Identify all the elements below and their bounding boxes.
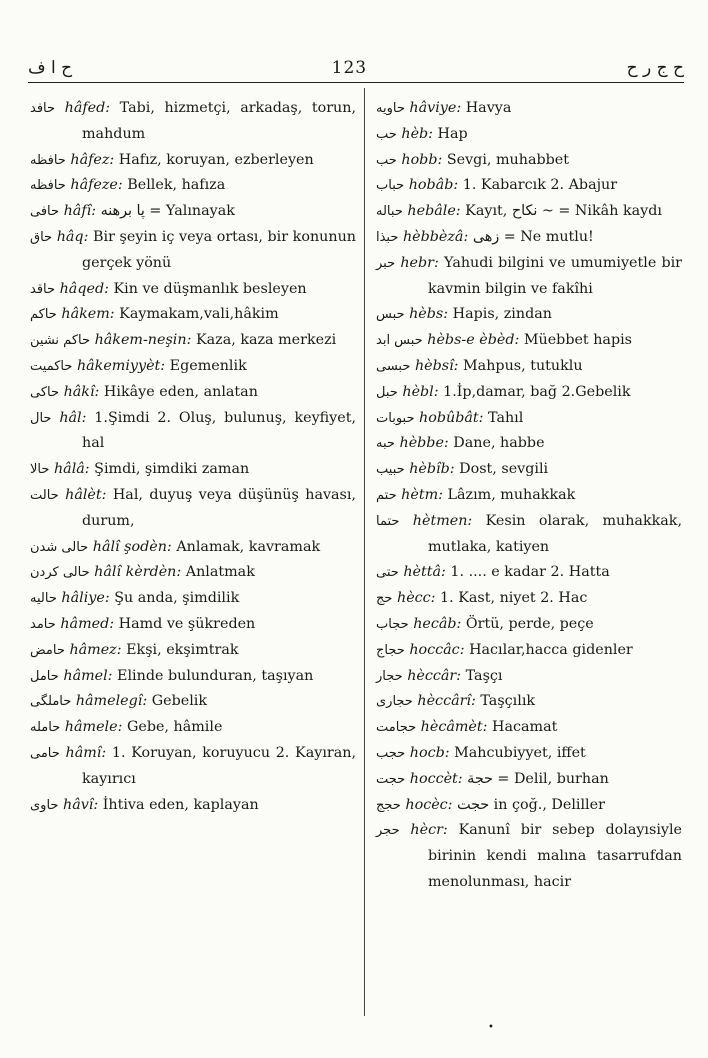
entry-arabic: حالت (30, 487, 59, 503)
dictionary-entry (376, 328, 682, 354)
entry-definition: Taşçı (465, 667, 503, 684)
entry-arabic: حجارى (376, 694, 413, 710)
dictionary-entry (376, 767, 682, 793)
entry-arabic: حتى (376, 565, 399, 581)
entry-arabic: حجت (376, 771, 406, 787)
dictionary-entry (376, 483, 682, 509)
dictionary-entry (376, 818, 682, 895)
entry-headword: hèccâr: (407, 667, 462, 684)
entry-arabic: حاليه (30, 591, 57, 607)
entry-arabic: حامله (30, 720, 61, 736)
dictionary-entry (30, 96, 356, 148)
entry-definition: Mahpus, tutuklu (463, 357, 583, 374)
entry-definition: Kesin olarak, muhakkak, mutlaka, katiyen (428, 512, 683, 555)
entry-definition: 1. .... e kadar 2. Hatta (450, 564, 610, 581)
left-column (30, 96, 356, 818)
entry-definition: Tabi, hizmetçi, arkadaş, torun, mahdum (82, 100, 357, 142)
entry-arabic: حتم (376, 487, 397, 503)
entry-definition: Kaza, kaza merkezi (195, 332, 337, 349)
entry-arabic: حافظه (30, 152, 66, 168)
dictionary-entry (376, 664, 682, 690)
entry-definition: Gebe, hâmile (126, 719, 223, 736)
dictionary-entry (376, 793, 682, 819)
entry-headword: hèttâ: (403, 564, 446, 581)
entry-arabic: حامض (30, 642, 65, 658)
entry-definition: Bellek, hafıza (127, 177, 226, 194)
entry-arabic: حالى كردن (30, 565, 90, 581)
entry-definition: Gebelik (151, 693, 208, 710)
entry-arabic: حباب (376, 178, 405, 194)
entry-headword: hèbs: (409, 306, 449, 323)
entry-definition: Yahudi bilgini ve umumiyetle bir kavmin bilgin ve fakîhi (428, 254, 683, 297)
page-mark: • (488, 1022, 494, 1033)
entry-definition: حجة = Delil, burhan (467, 770, 609, 787)
entry-headword: hèb: (401, 125, 433, 142)
entry-definition: Ekşi, ekşimtrak (126, 641, 239, 658)
dictionary-entry (376, 251, 682, 303)
entry-arabic: حبر (376, 255, 396, 271)
entry-definition: پا برهنه = Yalınayak (100, 203, 235, 220)
entry-definition: Hamd ve şükreden (118, 615, 256, 632)
entry-arabic: حاكميت (30, 358, 73, 374)
dictionary-entry (30, 612, 356, 638)
entry-arabic: حالى شدن (30, 539, 89, 555)
right-column (376, 96, 682, 896)
entry-headword: hèccârî: (417, 693, 476, 710)
entry-headword: hocb: (409, 744, 450, 761)
entry-definition: Kayıt, نكاح ~ = Nikâh kaydı (465, 203, 662, 220)
entry-headword: hèbsî: (414, 357, 459, 374)
entry-definition: Hikâye eden, anlatan (103, 383, 258, 400)
entry-definition: İhtiva eden, kaplayan (102, 796, 259, 813)
dictionary-entry (30, 741, 356, 793)
entry-arabic: حب (376, 152, 397, 168)
entry-headword: hècr: (410, 822, 448, 839)
entry-definition: Hacılar,hacca gidenler (469, 641, 633, 658)
dictionary-entry (30, 689, 356, 715)
entry-definition: Havya (465, 100, 512, 116)
entry-arabic: حافد (30, 101, 56, 116)
entry-arabic: حامل (30, 668, 59, 684)
dictionary-entry (376, 302, 682, 328)
entry-definition: 1.Şimdi 2. Oluş, bulunuş, keyfiyet, hal (82, 409, 357, 452)
entry-headword: hètmen: (412, 512, 473, 529)
entry-headword: hâfeze: (70, 177, 123, 194)
entry-definition: Şimdi, şimdiki zaman (94, 461, 250, 478)
entry-headword: hâq: (56, 228, 89, 245)
entry-headword: hâviye: (409, 100, 462, 116)
entry-definition: Lâzım, muhakkak (447, 486, 576, 503)
dictionary-entry (376, 225, 682, 251)
dictionary-entry (376, 96, 682, 122)
entry-arabic: حبسى (376, 358, 411, 374)
entry-definition: 1. Koruyan, koruyucu 2. Kayıran, kayırıcı (82, 744, 357, 787)
entry-arabic: حافى (30, 204, 60, 220)
entry-arabic: حج (376, 591, 393, 607)
entry-arabic: حاقد (30, 281, 56, 297)
dictionary-entry (30, 664, 356, 690)
dictionary-entry (30, 173, 356, 199)
entry-definition: Hal, duyuş veya düşünüş havası, durum, (82, 486, 357, 529)
entry-headword: hèbbe: (399, 435, 449, 452)
entry-headword: hâlî kèrdèn: (94, 564, 182, 581)
entry-definition: Elinde bulunduran, taşıyan (117, 667, 314, 684)
entry-headword: hâlâ: (53, 461, 90, 478)
dictionary-entry (376, 173, 682, 199)
entry-arabic: حبذا (376, 229, 399, 245)
entry-definition: Taşçılık (480, 693, 536, 710)
entry-arabic: حتما (376, 513, 400, 529)
entry-definition: Sevgi, muhabbet (446, 151, 569, 168)
entry-definition: Kanunî bir sebep dolayısiyle birinin kendi malına tasarrufdan menolunması, hacir (428, 822, 683, 890)
entry-arabic: حبل (376, 384, 398, 400)
dictionary-entry (30, 715, 356, 741)
page-header (28, 54, 684, 83)
entry-arabic: حجامت (376, 720, 417, 736)
entry-headword: hâkî: (63, 383, 100, 400)
entry-headword: hebr: (400, 254, 439, 271)
entry-arabic: حافظه (30, 178, 66, 194)
entry-headword: hècc: (396, 590, 436, 607)
dictionary-entry (30, 483, 356, 535)
dictionary-entry (30, 302, 356, 328)
entry-arabic: حاكى (30, 384, 60, 400)
entry-arabic: حبه (376, 436, 395, 452)
entry-definition: Anlatmak (185, 564, 255, 581)
entry-definition: Kin ve düşmanlık besleyen (113, 280, 307, 297)
entry-definition: Şu anda, şimdilik (114, 590, 240, 607)
dictionary-entry (30, 638, 356, 664)
dictionary-entry (376, 148, 682, 174)
dictionary-entry (30, 199, 356, 225)
entry-definition: Egemenlik (169, 357, 247, 374)
entry-headword: hâliye: (61, 590, 110, 607)
entry-headword: hâlèt: (65, 486, 107, 503)
entry-headword: hoccèt: (409, 770, 463, 787)
dictionary-entry (376, 638, 682, 664)
entry-arabic: حاملگى (30, 694, 72, 710)
page-number: 123 (331, 58, 368, 78)
dictionary-entry (30, 148, 356, 174)
dictionary-entry (376, 457, 682, 483)
entry-headword: hâfez: (70, 151, 115, 168)
entry-definition: Hap (437, 125, 468, 142)
entry-headword: hâmelegî: (75, 693, 148, 710)
entry-arabic: حبس ابد (376, 333, 423, 349)
dictionary-entry (376, 406, 682, 432)
entry-arabic: حجر (376, 823, 400, 839)
entry-arabic: حجاج (376, 642, 405, 658)
entry-headword: hètm: (401, 486, 443, 503)
entry-headword: hâqed: (59, 280, 109, 297)
dictionary-entry (376, 586, 682, 612)
entry-arabic: حامد (30, 616, 56, 632)
entry-headword: hèbîb: (409, 461, 455, 478)
dictionary-entry (30, 225, 356, 277)
entry-headword: hâfî: (63, 203, 97, 220)
entry-arabic: حجاب (376, 616, 409, 632)
dictionary-entry (376, 431, 682, 457)
dictionary-entry (30, 793, 356, 819)
dictionary-entry (376, 689, 682, 715)
dictionary-entry (376, 122, 682, 148)
dictionary-entry (30, 457, 356, 483)
entry-arabic: حاكم نشين (30, 333, 91, 349)
entry-definition: Mahcubiyyet, iffet (454, 744, 586, 761)
entry-arabic: حبوبات (376, 410, 415, 426)
entry-headword: hâmez: (69, 641, 122, 658)
entry-arabic: حبس (376, 307, 405, 323)
dictionary-entry (30, 535, 356, 561)
dictionary-entry (30, 560, 356, 586)
entry-headword: hobâb: (408, 177, 459, 194)
entry-arabic: حب (376, 126, 397, 142)
entry-definition: Bir şeyin iç veya ortası, bir konunun gerçek yönü (82, 228, 356, 271)
entry-headword: hâkem: (61, 306, 115, 323)
dictionary-entry (30, 277, 356, 303)
dictionary-entry (376, 354, 682, 380)
entry-headword: hobûbât: (419, 409, 484, 426)
entry-definition: Kaymakam,vali,hâkim (119, 306, 279, 323)
dictionary-entry (30, 354, 356, 380)
entry-arabic: حبيب (376, 462, 405, 478)
dictionary-entry (30, 586, 356, 612)
entry-definition: Örtü, perde, peçe (465, 615, 594, 632)
entry-headword: hocèc: (405, 796, 453, 813)
entry-definition: Tahıl (488, 409, 524, 426)
entry-definition: حجت in çoğ., Deliller (457, 796, 605, 813)
entry-headword: hobb: (401, 151, 443, 168)
entry-definition: 1. Kast, niyet 2. Hac (440, 590, 588, 607)
header-right-letters: ح ج ر ح (626, 58, 684, 78)
entry-arabic: حال (30, 410, 52, 426)
entry-headword: hèbbèzâ: (402, 228, 469, 245)
header-left-letters: ح ا ف (28, 58, 73, 78)
entry-definition: Anlamak, kavramak (176, 538, 321, 555)
entry-headword: hâmî: (65, 744, 107, 761)
dictionary-entry (376, 560, 682, 586)
entry-definition: Dost, sevgili (459, 461, 549, 478)
entry-headword: hèbs-e èbèd: (427, 332, 520, 349)
entry-arabic: حاويه (376, 101, 405, 116)
entry-arabic: حاوى (30, 797, 59, 813)
entry-arabic: حجج (376, 797, 401, 813)
entry-arabic: حاكم (30, 307, 57, 323)
dictionary-entry (30, 406, 356, 458)
entry-headword: hâfed: (64, 100, 111, 116)
dictionary-entry (376, 715, 682, 741)
dictionary-entry (30, 380, 356, 406)
dictionary-entry (376, 380, 682, 406)
entry-arabic: حامى (30, 745, 60, 761)
dictionary-entry (376, 509, 682, 561)
entry-arabic: حاق (30, 229, 53, 245)
entry-definition: Müebbet hapis (523, 332, 633, 349)
entry-headword: hâl: (59, 409, 87, 426)
dictionary-entry (376, 741, 682, 767)
entry-definition: 1. Kabarcık 2. Abajur (462, 177, 618, 194)
dictionary-entry (30, 328, 356, 354)
entry-arabic: حجار (376, 668, 403, 684)
entry-headword: hâkemiyyèt: (76, 357, 166, 374)
entry-headword: hecâb: (413, 615, 462, 632)
entry-headword: hâmel: (63, 667, 113, 684)
entry-definition: Hafız, koruyan, ezberleyen (118, 151, 314, 168)
entry-headword: hâkem-neşin: (94, 332, 192, 349)
entry-arabic: حباله (376, 204, 403, 220)
entry-definition: Dane, habbe (453, 435, 545, 452)
entry-headword: hècâmèt: (420, 719, 488, 736)
entry-definition: Hapis, zindan (452, 306, 552, 323)
entry-definition: 1.İp,damar, bağ 2.Gebelik (443, 383, 631, 400)
entry-headword: hâmele: (64, 719, 123, 736)
dictionary-entry (376, 612, 682, 638)
entry-arabic: حجب (376, 745, 406, 761)
entry-headword: hâlî şodèn: (92, 538, 172, 555)
entry-headword: hèbl: (402, 383, 439, 400)
entry-headword: hebâle: (407, 203, 461, 220)
entry-arabic: حالا (30, 462, 50, 478)
entry-headword: hâmed: (60, 615, 115, 632)
column-divider (364, 88, 365, 1016)
entry-definition: زهى = Ne mutlu! (472, 228, 594, 245)
dictionary-entry (376, 199, 682, 225)
entry-headword: hoccâc: (409, 641, 465, 658)
entry-definition: Hacamat (492, 719, 558, 736)
entry-headword: hâvî: (63, 796, 99, 813)
